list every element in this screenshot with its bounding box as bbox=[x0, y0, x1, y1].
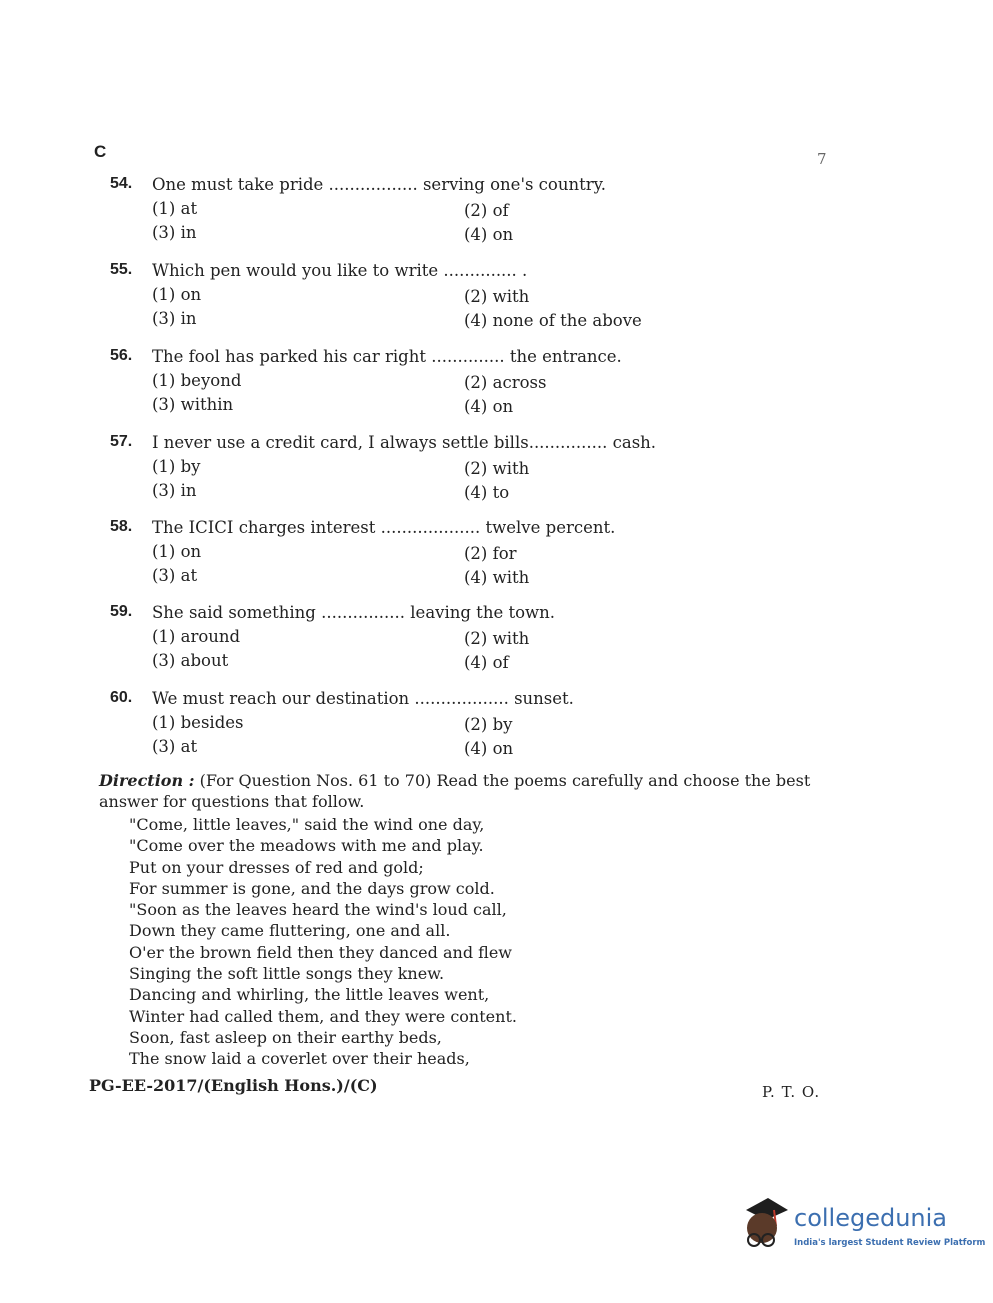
collegedunia-watermark bbox=[736, 1196, 986, 1266]
direction-paragraph bbox=[99, 770, 819, 812]
option-3: (3) within bbox=[152, 395, 234, 414]
brand-name: collegedunia bbox=[794, 1204, 948, 1232]
option-2: (2) of bbox=[464, 201, 509, 220]
option-1: (1) by bbox=[152, 457, 201, 476]
question-number: 59. bbox=[110, 603, 133, 620]
poem-line: Soon, fast asleep on their earthy beds, bbox=[129, 1027, 442, 1047]
poem-line: The snow laid a coverlet over their heads, bbox=[129, 1049, 470, 1069]
option-4: (4) none of the above bbox=[464, 311, 642, 330]
option-3: (3) about bbox=[152, 651, 229, 670]
poem-line: O'er the brown field then they danced and flew bbox=[129, 942, 512, 962]
option-1: (1) besides bbox=[152, 713, 244, 732]
question-text: She said something ................ leaving the town. bbox=[152, 603, 556, 622]
direction-label: Direction : bbox=[99, 771, 195, 790]
option-2: (2) by bbox=[464, 715, 513, 734]
question-57 bbox=[110, 433, 670, 513]
question-56 bbox=[110, 347, 670, 427]
question-number: 58. bbox=[110, 518, 133, 535]
option-4: (4) with bbox=[464, 568, 530, 587]
poem-line: Dancing and whirling, the little leaves went, bbox=[129, 985, 490, 1005]
question-text: The fool has parked his car right .............. the entrance. bbox=[152, 347, 622, 366]
question-60 bbox=[110, 689, 670, 769]
option-4: (4) on bbox=[464, 225, 514, 244]
question-text: I never use a credit card, I always settle bills............... cash. bbox=[152, 433, 657, 452]
question-number: 54. bbox=[110, 175, 133, 192]
poem-line: "Come over the meadows with me and play. bbox=[129, 836, 484, 856]
poem-line: Down they came fluttering, one and all. bbox=[129, 921, 451, 941]
option-2: (2) with bbox=[464, 459, 530, 478]
option-1: (1) on bbox=[152, 542, 202, 561]
option-3: (3) at bbox=[152, 566, 198, 585]
poem-line: Singing the soft little songs they knew. bbox=[129, 964, 445, 984]
brand-tagline: India's largest Student Review Platform bbox=[794, 1238, 986, 1248]
option-4: (4) of bbox=[464, 653, 509, 672]
poem-line: Put on your dresses of red and gold; bbox=[129, 857, 424, 877]
poem-line: Winter had called them, and they were content. bbox=[129, 1006, 517, 1026]
question-54 bbox=[110, 175, 670, 255]
option-1: (1) beyond bbox=[152, 371, 242, 390]
exam-code: PG-EE-2017/(English Hons.)/(C) bbox=[89, 1076, 378, 1095]
question-58 bbox=[110, 518, 670, 598]
question-59 bbox=[110, 603, 670, 683]
option-4: (4) to bbox=[464, 483, 510, 502]
option-1: (1) on bbox=[152, 285, 202, 304]
poem-line: For summer is gone, and the days grow cold. bbox=[129, 878, 495, 898]
option-4: (4) on bbox=[464, 397, 514, 416]
option-1: (1) at bbox=[152, 199, 198, 218]
question-55 bbox=[110, 261, 670, 341]
direction-text: (For Question Nos. 61 to 70) Read the poems carefully and choose the best answer for questions that follow. bbox=[99, 771, 811, 811]
question-text: The ICICI charges interest ................... twelve percent. bbox=[152, 518, 616, 537]
series-letter: C bbox=[94, 142, 107, 161]
option-2: (2) for bbox=[464, 544, 517, 563]
option-1: (1) around bbox=[152, 627, 241, 646]
option-4: (4) on bbox=[464, 739, 514, 758]
question-text: One must take pride ................. serving one's country. bbox=[152, 175, 607, 194]
option-3: (3) in bbox=[152, 481, 197, 500]
option-2: (2) with bbox=[464, 287, 530, 306]
question-number: 56. bbox=[110, 347, 133, 364]
question-number: 60. bbox=[110, 689, 133, 706]
poem bbox=[129, 814, 517, 1070]
question-text: Which pen would you like to write .............. . bbox=[152, 261, 528, 280]
question-text: We must reach our destination .................. sunset. bbox=[152, 689, 574, 708]
poem-line: "Come, little leaves," said the wind one day, bbox=[129, 815, 485, 834]
option-2: (2) across bbox=[464, 373, 547, 392]
poem-line: "Soon as the leaves heard the wind's loud call, bbox=[129, 900, 507, 920]
option-2: (2) with bbox=[464, 629, 530, 648]
page-number: 7 bbox=[817, 150, 827, 168]
option-3: (3) in bbox=[152, 309, 197, 328]
question-number: 55. bbox=[110, 261, 133, 278]
mascot-logo-icon bbox=[736, 1196, 792, 1256]
option-3: (3) in bbox=[152, 223, 197, 242]
pto-label: P. T. O. bbox=[762, 1083, 821, 1101]
question-number: 57. bbox=[110, 433, 133, 450]
option-3: (3) at bbox=[152, 737, 198, 756]
